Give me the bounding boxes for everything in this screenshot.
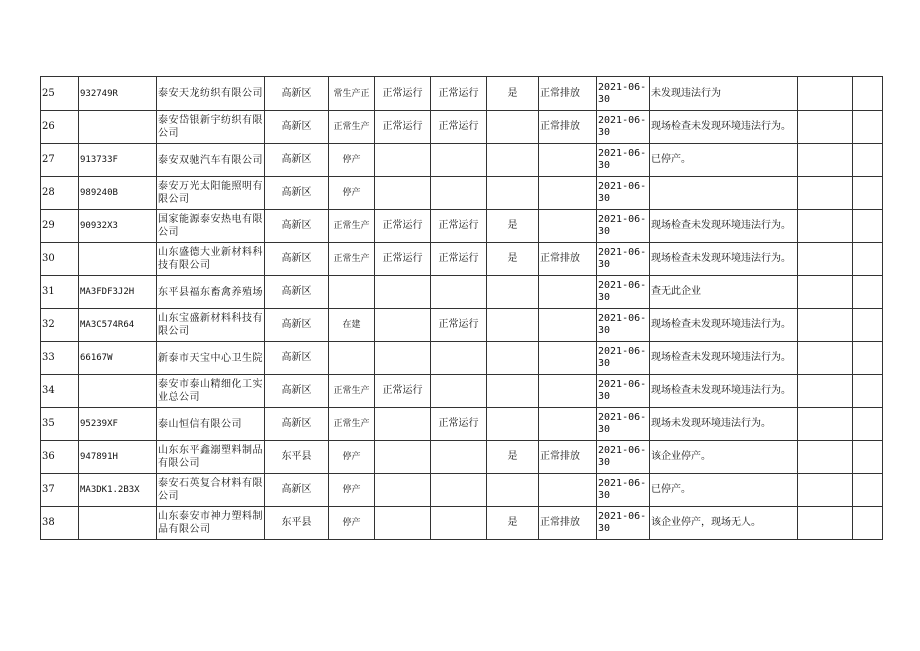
table-row [41,408,883,441]
production-status: 正常生产 [329,243,375,276]
credit-code: 90932X3 [79,210,157,243]
inspection-result: 现场检查未发现环境违法行为。 [650,342,798,375]
inspection-result: 现场检查未发现环境违法行为。 [650,375,798,408]
production-status: 在建 [329,309,375,342]
yes-flag [487,144,539,177]
operation-status-2 [431,441,487,474]
document-page [40,76,883,540]
discharge-status [539,144,597,177]
table-row [41,276,883,309]
empty-cell [798,507,853,540]
credit-code [79,375,157,408]
row-number: 25 [41,77,79,111]
district: 高新区 [265,375,329,408]
row-number: 26 [41,111,79,144]
production-status [329,342,375,375]
inspection-date: 2021-06-30 [597,474,650,507]
yes-flag [487,177,539,210]
production-status: 停产 [329,507,375,540]
empty-cell [853,408,883,441]
yes-flag: 是 [487,441,539,474]
yes-flag [487,474,539,507]
yes-flag [487,111,539,144]
company-name: 泰安万光太阳能照明有限公司 [157,177,265,210]
empty-cell [798,144,853,177]
inspection-date: 2021-06-30 [597,210,650,243]
table-row [41,77,883,111]
inspection-result: 现场检查未发现环境违法行为。 [650,210,798,243]
empty-cell [798,474,853,507]
credit-code: 913733F [79,144,157,177]
empty-cell [798,375,853,408]
district: 高新区 [265,276,329,309]
discharge-status: 正常排放 [539,243,597,276]
production-status: 停产 [329,177,375,210]
operation-status-1: 正常运行 [375,375,431,408]
production-status: 停产 [329,474,375,507]
district: 高新区 [265,474,329,507]
operation-status-1 [375,441,431,474]
inspection-date: 2021-06-30 [597,309,650,342]
row-number: 28 [41,177,79,210]
district: 高新区 [265,309,329,342]
operation-status-2 [431,276,487,309]
company-name: 东平县福东畜禽养殖场 [157,276,265,309]
inspection-date: 2021-06-30 [597,144,650,177]
row-number: 34 [41,375,79,408]
empty-cell [853,507,883,540]
inspection-result: 现场检查未发现环境违法行为。 [650,243,798,276]
table-row [41,111,883,144]
credit-code: 95239XF [79,408,157,441]
production-status [329,276,375,309]
table-row [41,474,883,507]
discharge-status [539,177,597,210]
operation-status-1 [375,342,431,375]
credit-code: 932749R [79,77,157,111]
row-number: 38 [41,507,79,540]
empty-cell [853,441,883,474]
operation-status-2 [431,507,487,540]
row-number: 37 [41,474,79,507]
yes-flag [487,408,539,441]
discharge-status [539,210,597,243]
empty-cell [798,111,853,144]
yes-flag: 是 [487,210,539,243]
row-number: 30 [41,243,79,276]
table-body [41,77,883,540]
operation-status-1 [375,144,431,177]
yes-flag [487,342,539,375]
operation-status-1: 正常运行 [375,77,431,111]
inspection-date: 2021-06-30 [597,342,650,375]
yes-flag: 是 [487,77,539,111]
empty-cell [798,309,853,342]
empty-cell [798,342,853,375]
empty-cell [853,276,883,309]
yes-flag: 是 [487,243,539,276]
discharge-status [539,276,597,309]
discharge-status [539,375,597,408]
inspection-result [650,177,798,210]
row-number: 36 [41,441,79,474]
operation-status-2: 正常运行 [431,77,487,111]
operation-status-1 [375,507,431,540]
empty-cell [853,375,883,408]
enterprise-inspection-table [40,76,883,540]
inspection-result: 已停产。 [650,474,798,507]
empty-cell [853,144,883,177]
inspection-date: 2021-06-30 [597,408,650,441]
inspection-result: 查无此企业 [650,276,798,309]
production-status: 正常生产 [329,375,375,408]
district: 高新区 [265,111,329,144]
credit-code: MA3C574R64 [79,309,157,342]
inspection-result: 现场未发现环境违法行为。 [650,408,798,441]
operation-status-1: 正常运行 [375,210,431,243]
production-status: 停产 [329,144,375,177]
operation-status-2: 正常运行 [431,111,487,144]
row-number: 29 [41,210,79,243]
table-row [41,177,883,210]
table-row [41,243,883,276]
empty-cell [798,210,853,243]
inspection-date: 2021-06-30 [597,77,650,111]
company-name: 泰安天龙纺织有限公司 [157,77,265,111]
table-row [41,507,883,540]
district: 高新区 [265,210,329,243]
table-row [41,309,883,342]
company-name: 山东东平鑫溺塑料制品有限公司 [157,441,265,474]
district: 高新区 [265,77,329,111]
production-status: 正常生产 [329,111,375,144]
inspection-result: 现场检查未发现环境违法行为。 [650,309,798,342]
yes-flag [487,375,539,408]
table-row [41,210,883,243]
company-name: 山东盛德大业新材料科技有限公司 [157,243,265,276]
empty-cell [798,276,853,309]
district: 高新区 [265,144,329,177]
credit-code [79,111,157,144]
company-name: 泰山恒信有限公司 [157,408,265,441]
company-name: 山东泰安市神力塑料制品有限公司 [157,507,265,540]
production-status: 正常生产 [329,408,375,441]
inspection-result: 已停产。 [650,144,798,177]
company-name: 泰安市泰山精细化工实业总公司 [157,375,265,408]
empty-cell [853,342,883,375]
district: 东平县 [265,441,329,474]
row-number: 33 [41,342,79,375]
credit-code: MA3DK1.2B3X [79,474,157,507]
district: 高新区 [265,342,329,375]
empty-cell [798,243,853,276]
credit-code: 66167W [79,342,157,375]
inspection-result: 未发现违法行为 [650,77,798,111]
inspection-date: 2021-06-30 [597,507,650,540]
empty-cell [853,111,883,144]
yes-flag: 是 [487,507,539,540]
district: 东平县 [265,507,329,540]
table-row [41,441,883,474]
discharge-status [539,474,597,507]
operation-status-2: 正常运行 [431,210,487,243]
empty-cell [798,177,853,210]
operation-status-2: 正常运行 [431,408,487,441]
credit-code: 989240B [79,177,157,210]
empty-cell [853,210,883,243]
row-number: 32 [41,309,79,342]
credit-code: 947891H [79,441,157,474]
company-name: 泰安石英复合材料有限公司 [157,474,265,507]
operation-status-1: 正常运行 [375,111,431,144]
company-name: 泰安岱银新宇纺织有限公司 [157,111,265,144]
operation-status-2 [431,375,487,408]
table-row [41,144,883,177]
operation-status-2: 正常运行 [431,243,487,276]
row-number: 35 [41,408,79,441]
discharge-status: 正常排放 [539,77,597,111]
operation-status-1 [375,309,431,342]
operation-status-2 [431,474,487,507]
inspection-date: 2021-06-30 [597,243,650,276]
yes-flag [487,276,539,309]
inspection-result: 该企业停产，现场无人。 [650,507,798,540]
empty-cell [853,309,883,342]
operation-status-2 [431,342,487,375]
district: 高新区 [265,243,329,276]
table-row [41,342,883,375]
inspection-date: 2021-06-30 [597,375,650,408]
discharge-status: 正常排放 [539,111,597,144]
discharge-status: 正常排放 [539,441,597,474]
company-name: 国家能源泰安热电有限公司 [157,210,265,243]
operation-status-2 [431,144,487,177]
production-status: 常生产正 [329,77,375,111]
empty-cell [798,77,853,111]
inspection-date: 2021-06-30 [597,441,650,474]
empty-cell [853,474,883,507]
inspection-date: 2021-06-30 [597,276,650,309]
production-status: 正常生产 [329,210,375,243]
operation-status-2 [431,177,487,210]
discharge-status [539,408,597,441]
discharge-status: 正常排放 [539,507,597,540]
discharge-status [539,342,597,375]
company-name: 泰安双驰汽车有限公司 [157,144,265,177]
company-name: 新泰市天宝中心卫生院 [157,342,265,375]
operation-status-2: 正常运行 [431,309,487,342]
table-row [41,375,883,408]
company-name: 山东宝盛新材料科技有限公司 [157,309,265,342]
empty-cell [853,243,883,276]
production-status: 停产 [329,441,375,474]
operation-status-1 [375,474,431,507]
empty-cell [853,77,883,111]
operation-status-1 [375,408,431,441]
empty-cell [853,177,883,210]
inspection-date: 2021-06-30 [597,111,650,144]
empty-cell [798,408,853,441]
empty-cell [798,441,853,474]
discharge-status [539,309,597,342]
credit-code: MA3FDF3J2H [79,276,157,309]
operation-status-1 [375,177,431,210]
inspection-result: 该企业停产。 [650,441,798,474]
district: 高新区 [265,408,329,441]
row-number: 31 [41,276,79,309]
yes-flag [487,309,539,342]
row-number: 27 [41,144,79,177]
district: 高新区 [265,177,329,210]
credit-code [79,243,157,276]
inspection-result: 现场检查未发现环境违法行为。 [650,111,798,144]
inspection-date: 2021-06-30 [597,177,650,210]
operation-status-1 [375,276,431,309]
credit-code [79,507,157,540]
operation-status-1: 正常运行 [375,243,431,276]
